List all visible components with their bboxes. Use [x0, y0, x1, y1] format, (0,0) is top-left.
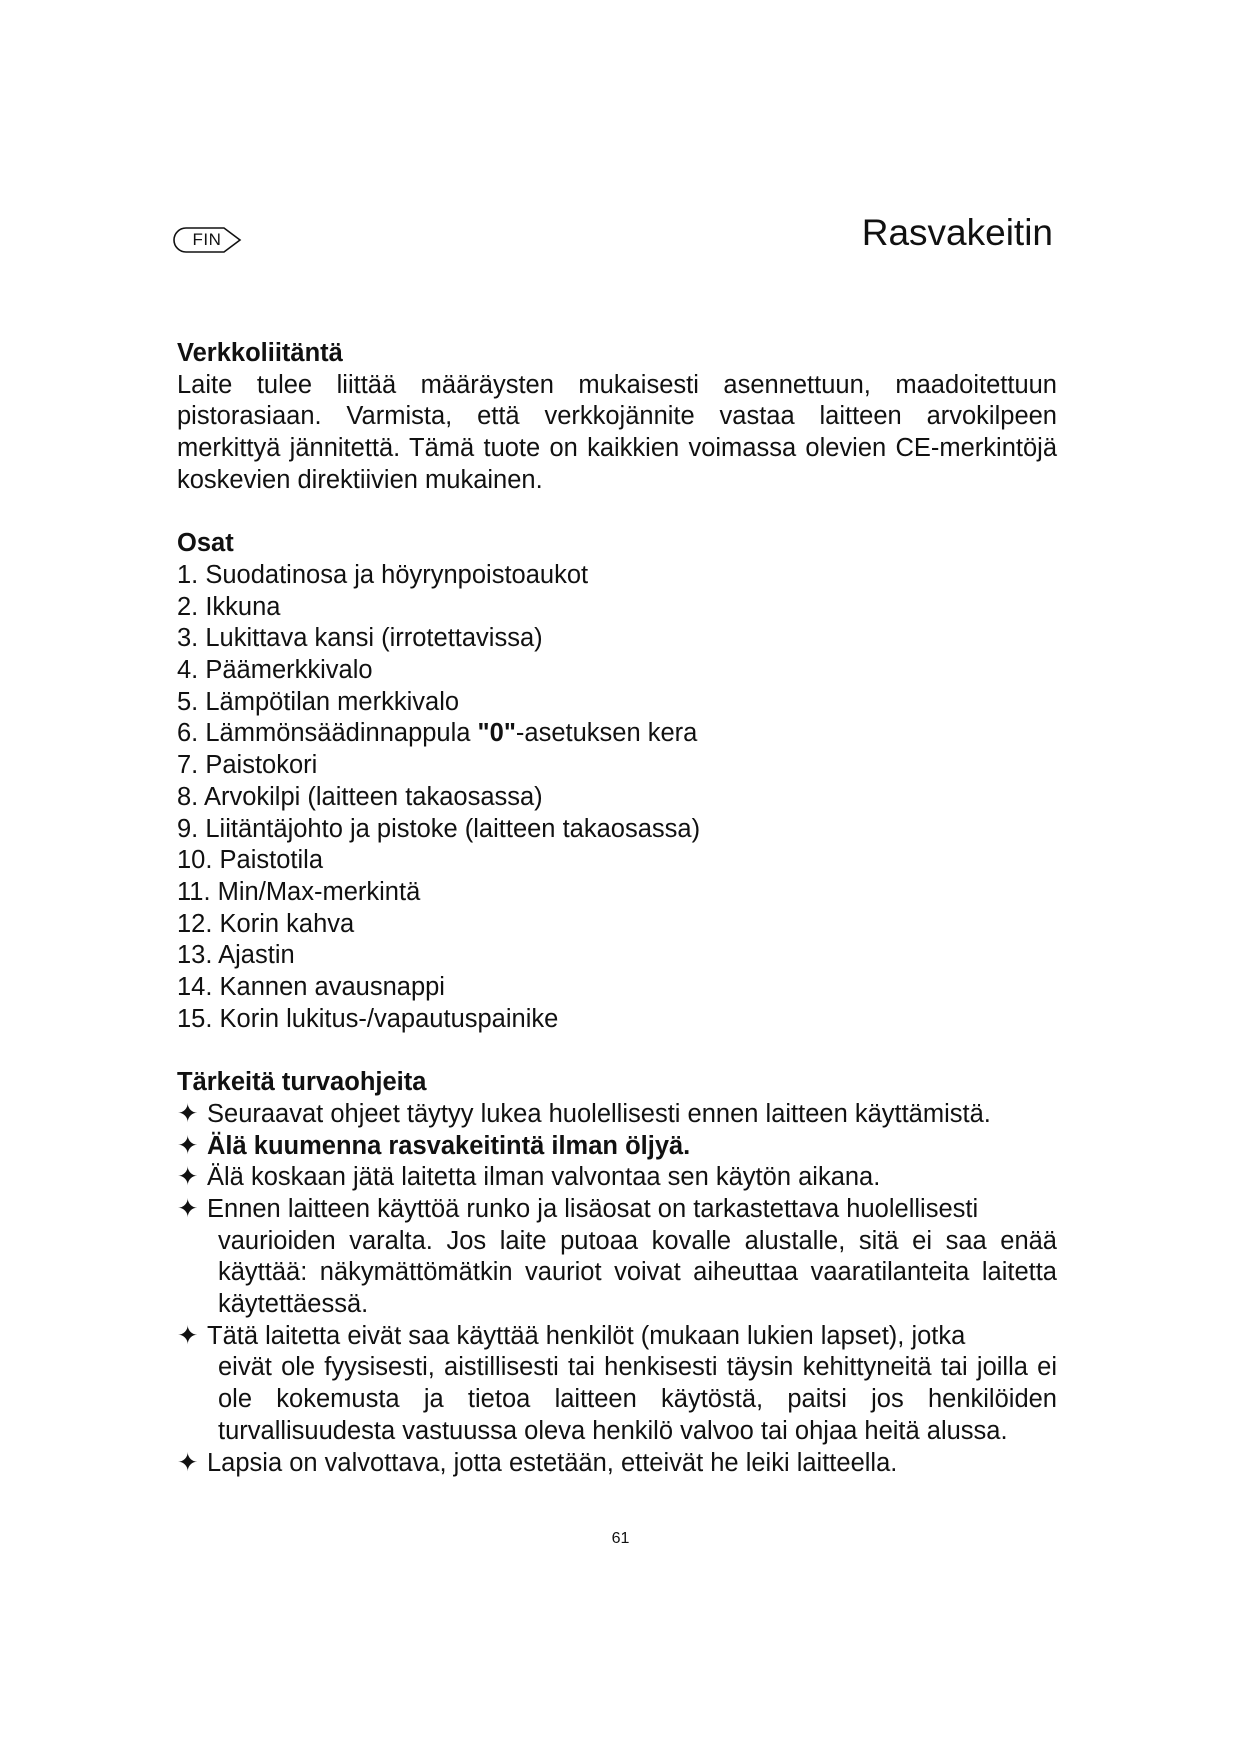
language-code: FIN	[192, 230, 222, 249]
list-item	[177, 1162, 1057, 1194]
bullet-text-first-line: Ennen laitteen käyttöä runko ja lisäosat on tarkastettava huolellisesti	[207, 1194, 979, 1223]
page-title: Rasvakeitin	[861, 212, 1053, 253]
bullet-text: Seuraavat ohjeet täytyy lukea huolellisesti ennen laitteen käyttämistä.	[207, 1099, 991, 1128]
list-item: 8. Arvokilpi (laitteen takaosassa)	[177, 782, 543, 811]
list-item: 13. Ajastin	[177, 941, 295, 970]
star-bullet-icon: ✦	[177, 1131, 199, 1160]
list-item: 3. Lukittava kansi (irrotettavissa)	[177, 624, 543, 653]
network-section	[177, 338, 1057, 497]
list-item: 7. Paistokori	[177, 751, 318, 780]
bullet-text-continuation: vaurioiden varalta. Jos laite putoaa kovalle alustalle, sitä ei saa enää käyttää: näkymättömätkin vauriot voivat aiheuttaa vaaratilanteita laitetta käytettäessä.	[218, 1226, 1057, 1319]
list-item	[177, 1194, 1057, 1321]
bullet-text-block	[207, 1194, 1057, 1321]
bullet-text: Lapsia on valvottava, jotta estetään, etteivät he leiki laitteella.	[207, 1448, 898, 1477]
star-bullet-icon: ✦	[177, 1099, 199, 1128]
document-body	[177, 338, 1057, 1479]
list-item: 12. Korin kahva	[177, 909, 355, 938]
star-bullet-icon: ✦	[177, 1448, 199, 1477]
star-bullet-icon: ✦	[177, 1163, 199, 1192]
list-item	[177, 1448, 1057, 1480]
list-item	[177, 1131, 1057, 1163]
language-badge	[172, 226, 242, 254]
list-item: 11. Min/Max-merkintä	[177, 877, 421, 906]
list-item: 9. Liitäntäjohto ja pistoke (laitteen takaosassa)	[177, 814, 701, 843]
list-item: 15. Korin lukitus-/vapautuspainike	[177, 1004, 559, 1033]
list-item	[177, 718, 1057, 750]
list-item	[177, 1099, 1057, 1131]
bullet-text-first-line: Tätä laitetta eivät saa käyttää henkilöt (mukaan lukien lapset), jotka	[207, 1321, 966, 1350]
list-item	[177, 1321, 1057, 1448]
page-number: 61	[611, 1530, 630, 1547]
bullet-text-continuation: eivät ole fyysisesti, aistillisesti tai henkisesti täysin kehittyneitä tai joilla ei ole kokemusta ja tietoa laitteen käytöstä, paitsi jos henkilöiden turvallisuudesta vastuussa oleva henkilö valvoo tai ohjaa heitä alussa.	[218, 1353, 1057, 1445]
list-item-suffix: -asetuksen kera	[515, 719, 698, 748]
bullet-text-bold: Älä kuumenna rasvakeitintä ilman öljyä.	[207, 1131, 691, 1160]
spacer	[177, 1035, 1057, 1067]
safety-list	[177, 1099, 1057, 1479]
bullet-text-block	[207, 1321, 1057, 1448]
list-item: 10. Paistotila	[177, 846, 324, 875]
parts-heading: Osat	[177, 529, 234, 558]
list-item: 2. Ikkuna	[177, 592, 281, 621]
parts-list	[177, 560, 1057, 1036]
list-item-text: 6. Lämmönsäädinnappula	[177, 719, 478, 748]
safety-heading: Tärkeitä turvaohjeita	[177, 1068, 427, 1097]
bullet-text: Älä koskaan jätä laitetta ilman valvontaa sen käytön aikana.	[207, 1163, 881, 1192]
list-item-bold: "0"	[477, 719, 516, 748]
list-item: 4. Päämerkkivalo	[177, 656, 373, 685]
list-item: 14. Kannen avausnappi	[177, 973, 445, 1002]
star-bullet-icon: ✦	[177, 1194, 199, 1223]
star-bullet-icon: ✦	[177, 1321, 199, 1350]
parts-section	[177, 528, 1057, 1035]
network-heading: Verkkoliitäntä	[177, 339, 343, 367]
safety-section	[177, 1067, 1057, 1479]
list-item: 1. Suodatinosa ja höyrynpoistoaukot	[177, 560, 589, 589]
list-item: 5. Lämpötilan merkkivalo	[177, 687, 460, 716]
spacer	[177, 497, 1057, 529]
network-paragraph: Laite tulee liittää määräysten mukaisesti asennettuun, maadoitettuun pistorasiaan. Varmista, että verkkojännite vastaa laitteen arvokilpeen merkittyä jännitettä. Tämä tuote on kaikkien voimassa olevien CE-merkintöjä koskevien direktiivien mukainen.	[177, 370, 1057, 494]
